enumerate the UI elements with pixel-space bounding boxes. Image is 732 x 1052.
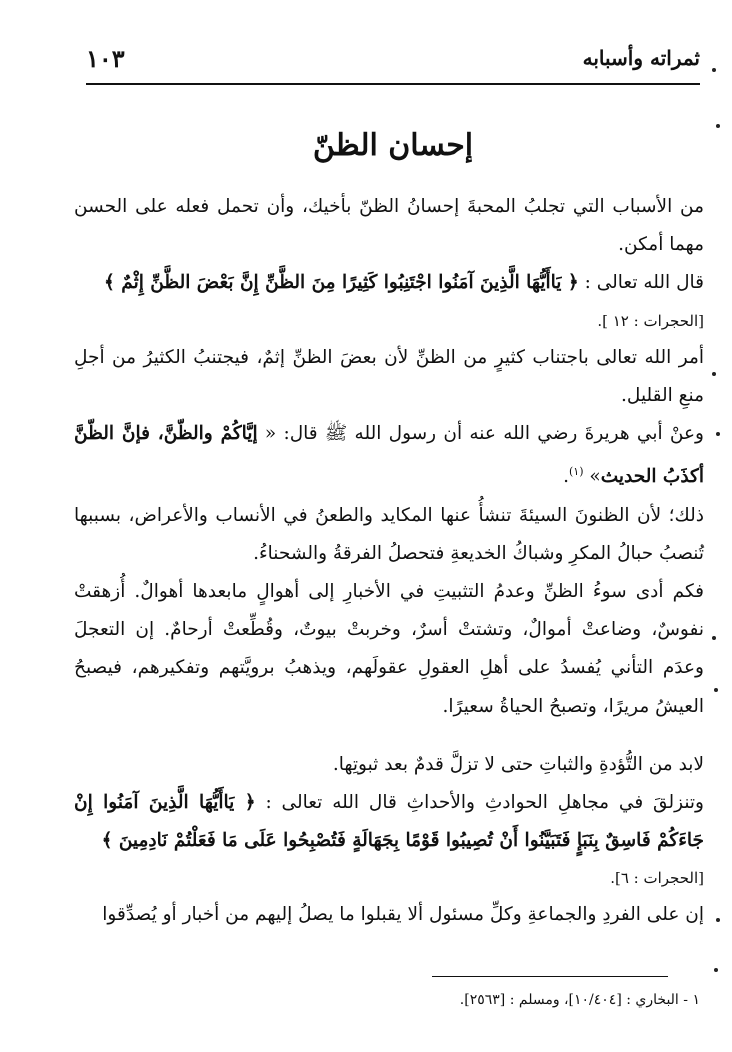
margin-dot <box>712 68 716 72</box>
paragraph-1: من الأسباب التي تجلبُ المحبةَ إحسانُ الظنّ بأخيك، وأن تحمل فعله على الحسن مهما أمكن. <box>74 196 704 256</box>
margin-dot <box>714 968 718 972</box>
verse-intro: وتنزلقَ في مجاهلِ الحوادثِ والأحداثِ قال الله تعالى : <box>265 792 704 813</box>
paragraph-6: فكم أدى سوءُ الظنِّ وعدمُ التثبيتِ في الأخبارِ إلى أهوالٍ مابعدها أهوالٌ. أُزهقتْ نفوسٌ، وضاعتْ أموالٌ، وتشتتْ أسرٌ، وخربتْ بيوتٌ، وقُطِّعتْ أرحامٌ. إن التعجلَ وعدَم التأني يُفسدُ على أهلِ العقولِ عقولَهم، ويذهبُ برويَّتهم وتفكيرهم، فيصبحُ العيشُ مريرًا، وتصبحُ الحياةُ سعيرًا. <box>74 580 704 717</box>
hadith-close-quote: » <box>589 466 601 488</box>
margin-dot <box>712 372 716 376</box>
body-text <box>74 188 704 935</box>
verse-reference: [الحجرات : ٦]. <box>610 869 704 888</box>
header-rule <box>86 83 700 85</box>
margin-dot <box>716 432 720 436</box>
paragraph-7: لابد من التُّؤدةِ والثباتِ حتى لا تزلَّ قدمٌ بعد ثبوتِها. <box>332 753 704 775</box>
paragraph-2 <box>74 264 704 338</box>
chapter-title: إحسان الظنّ <box>312 128 474 163</box>
verse-reference: [الحجرات : ١٢ ]. <box>597 311 704 330</box>
margin-dot <box>716 124 720 128</box>
footnote-rule <box>432 976 668 977</box>
margin-dot <box>716 918 720 922</box>
page-header <box>86 42 700 82</box>
paragraph-3: أمر الله تعالى باجتناب كثيرٍ من الظنِّ لأن بعضَ الظنِّ إثمٌ، فيجتنبُ الكثيرُ من أجلِ منعِ القليل. <box>74 346 704 406</box>
page-number: ١٠٣ <box>86 44 125 73</box>
running-title: ثمراته وأسبابه <box>582 46 700 70</box>
quran-verse: ﴿ يَاأَيُّهَا الَّذِينَ آمَنُوا إِنْ جَاءَكُمْ فَاسِقٌ بِنَبَإٍ فَتَبَيَّنُوا أَنْ تُصِيبُوا قَوْمًا بِجَهَالَةٍ فَتُصْبِحُوا عَلَى مَا فَعَلْتُمْ نَادِمِينَ ﴾ <box>74 792 704 852</box>
margin-dot <box>714 688 718 692</box>
hadith-text: إيَّاكُمْ والظّنَّ، فإنَّ الظّنَّ أكذَبُ الحديث <box>74 423 704 488</box>
margin-dot <box>712 636 716 640</box>
paragraph-8 <box>74 784 704 896</box>
verse-intro: قال الله تعالى : <box>584 272 704 294</box>
quran-verse: ﴿ يَاأَيُّهَا الَّذِينَ آمَنُوا اجْتَنِبُوا كَثِيرًا مِنَ الظَّنِّ إِنَّ بَعْضَ الظَّنِّ إِثْمٌ ﴾ <box>103 272 579 294</box>
hadith-intro: وعنْ أبي هريرةَ رضي الله عنه أن رسول الله ﷺ قال: « <box>264 423 704 445</box>
footnote: ١ - البخاري : [١٠/٤٠٤]، ومسلم : [٢٥٦٣]. <box>459 992 700 1008</box>
footnote-marker: (١) <box>569 465 584 479</box>
hadith-period: . <box>563 466 569 488</box>
paragraph-4 <box>74 415 704 497</box>
paragraph-9: إن على الفردِ والجماعةِ وكلِّ مسئول ألا يقبلوا ما يصلُ إليهم من أخبار أو يُصدِّقوا <box>102 904 704 926</box>
paragraph-5: ذلك؛ لأن الظنونَ السيئةَ تنشأُ عنها المكايد والطعنُ في الأنساب والأعراض، بسببها تُنصبُ حبالُ المكرِ وشباكُ الخديعةِ فتحصلُ الفرقةُ والشحناءُ. <box>74 504 704 564</box>
